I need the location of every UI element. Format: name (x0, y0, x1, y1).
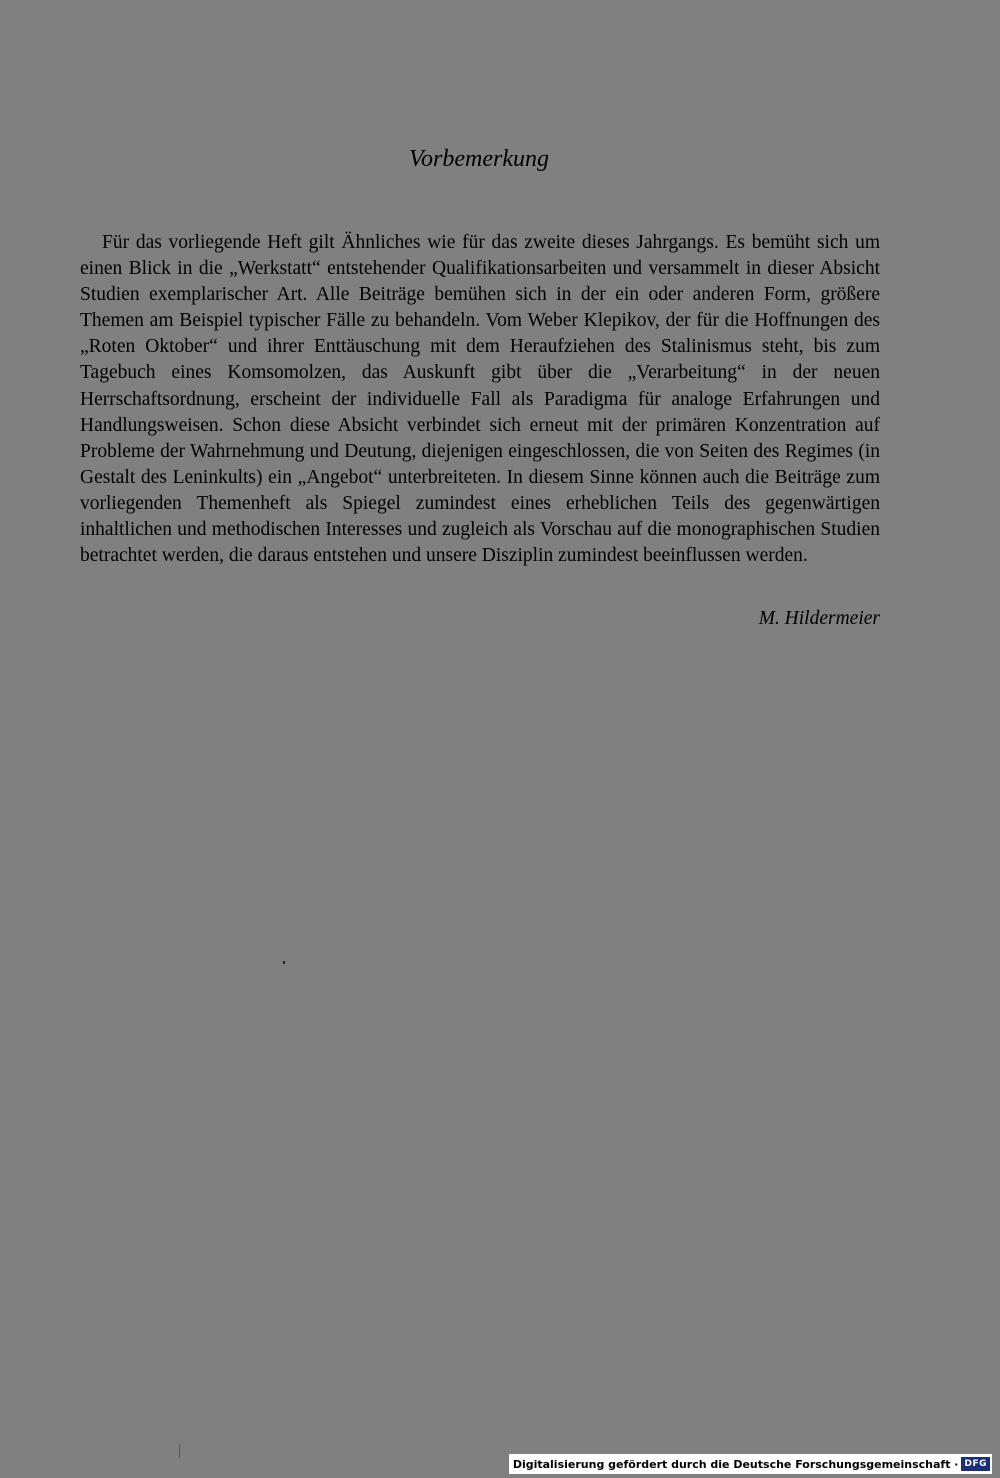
paragraph: Für das vorliegende Heft gilt Ähnliches wie für das zweite dieses Jahrgangs. Es bemüht sich um einen Blick in die „Werkstatt“ entstehender Qualifikationsarbeiten und versammelt in dieser Absicht Studien exemplarischer Art. Alle Beiträge bemühen sich in der ein oder anderen Form, größere Themen am Beispiel typischer Fälle zu behandeln. Vom Weber Klepikov, der für die Hoffnungen des „Roten Oktober“ und ihrer Enttäuschung mit dem Heraufziehen des Stalinismus steht, bis zum Tagebuch eines Komsomolzen, das Auskunft gibt über die „Verarbeitung“ in der neuen Herrschaftsordnung, erscheint der individuelle Fall als Paradigma für analoge Erfahrungen und Handlungsweisen. Schon diese Absicht verbindet sich erneut mit der primären Konzentration auf Probleme der Wahrnehmung und Deutung, diejenigen eingeschlossen, die von Seiten des Regimes (in Gestalt des Leninkults) ein „Angebot“ unterbreiteten. In diesem Sinne können auch die Beiträge zum vorliegenden Themenheft als Spiegel zumindest eines erheblichen Teils des gegenwärtigen inhaltlichen und methodischen Interesses und zugleich als Vorschau auf die monographischen Studien betrachtet werden, die daraus entstehen und unsere Disziplin zumindest beeinflussen werden. (80, 232, 880, 567)
footer-text: Digitalisierung gefördert durch die Deutsche Forschungsgemeinschaft · (512, 1457, 959, 1471)
body-text (80, 230, 880, 569)
scan-speck (283, 961, 285, 964)
author-signature: M. Hildermeier (758, 608, 880, 629)
page-title: Vorbemerkung (409, 146, 549, 172)
funding-footer (509, 1454, 992, 1474)
dfg-logo-icon: DFG (961, 1457, 990, 1471)
scan-speck (179, 1444, 180, 1458)
